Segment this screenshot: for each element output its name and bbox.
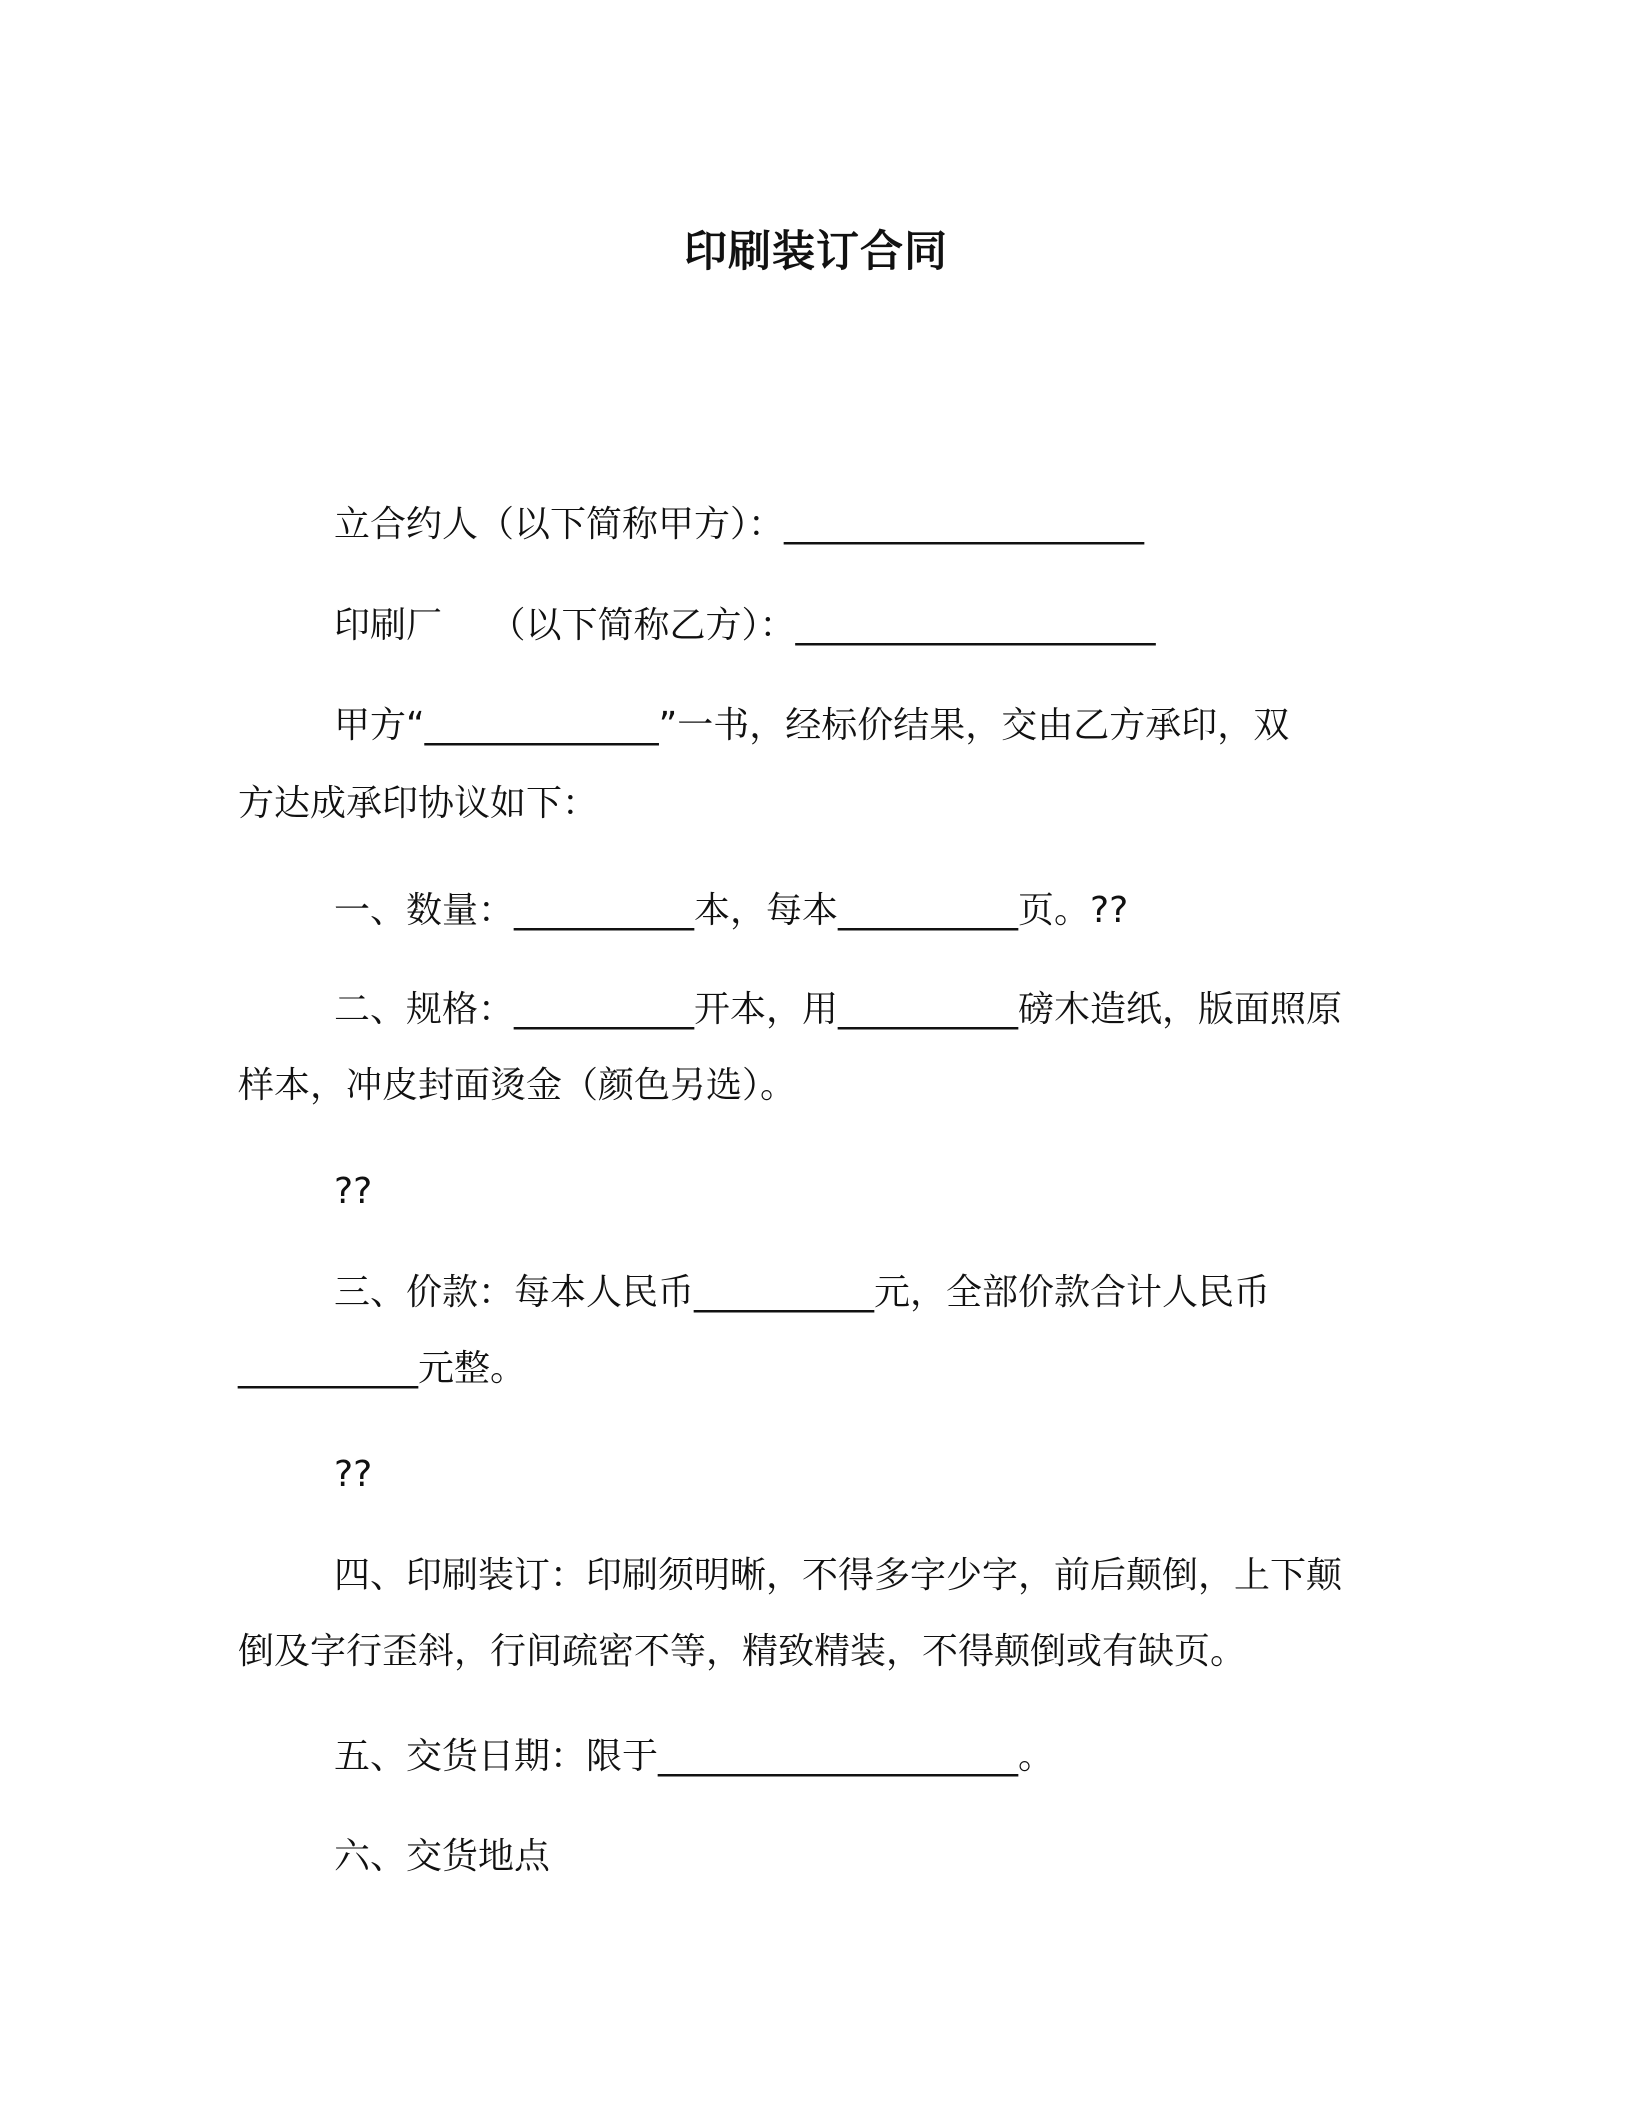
clause-delivery-date: 五、交货日期：限于____________________。 [334,1736,1055,1777]
clause-spec-line-1: 二、规格：__________开本，用__________磅木造纸，版面照原 [334,989,1343,1030]
intro-paragraph-line-2: 方达成承印协议如下： [238,783,599,824]
placeholder-line: ?? [334,1171,373,1212]
clause-delivery-place: 六、交货地点 [334,1836,551,1877]
document-title: 印刷装订合同 [684,227,948,277]
party-b-line: 印刷厂 （以下简称乙方）：____________________ [334,605,1156,646]
clause-spec-line-2: 样本，冲皮封面烫金（颜色另选）。 [238,1065,797,1106]
intro-paragraph-line-1: 甲方“_____________”一书，经标价结果，交由乙方承印，双 [334,705,1290,746]
party-a-line: 立合约人（以下简称甲方）：____________________ [334,504,1145,545]
placeholder-line: ?? [334,1454,373,1495]
clause-binding-line-1: 四、印刷装订：印刷须明晰，不得多字少字，前后颠倒，上下颠 [334,1555,1343,1596]
clause-price-line-1: 三、价款：每本人民币__________元，全部价款合计人民币 [334,1272,1271,1313]
clause-quantity: 一、数量：__________本，每本__________页。?? [334,890,1129,931]
clause-binding-line-2: 倒及字行歪斜，行间疏密不等，精致精装，不得颠倒或有缺页。 [238,1631,1247,1672]
clause-price-line-2: __________元整。 [238,1348,527,1389]
